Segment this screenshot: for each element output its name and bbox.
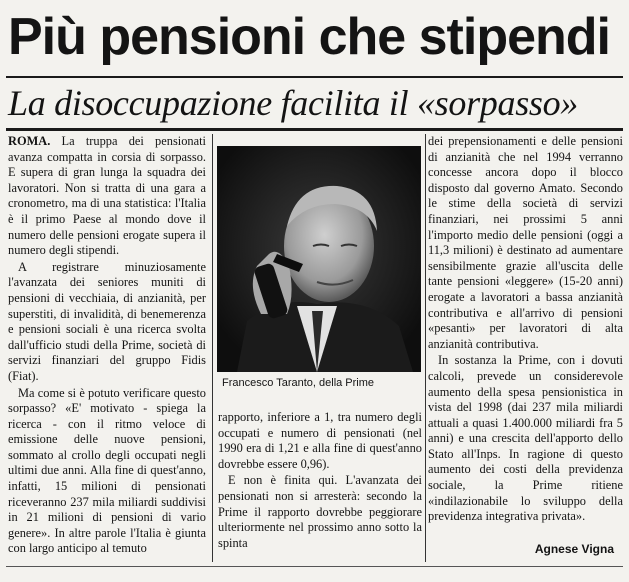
- headline: Più pensioni che stipendi: [8, 8, 610, 66]
- article-paragraph: E non è finita qui. L'avanzata dei pensionati non si arresterà: secondo la Prime il rapporto dovrebbe peggiorare ulteriormente nel prossimo anno sotto la spinta: [218, 473, 422, 550]
- paragraph-text: La truppa dei pensionati avanza compatta in corsia di sorpasso. E supera di gran lunga la squadra dei lavoratori. Non si tratta di una gara a cronometro, ma di una statistica: l'Italia è il primo Paese al mondo dove il numero delle pensioni erogate supera il numero degli stipendi.: [8, 134, 206, 258]
- portrait-photo: [217, 146, 421, 372]
- subheadline-rule: [6, 128, 623, 131]
- photo-caption: Francesco Taranto, della Prime: [222, 377, 375, 389]
- column-divider: [212, 134, 213, 562]
- bottom-rule: [6, 566, 623, 567]
- article-column-1: [8, 134, 206, 562]
- article-paragraph: rapporto, inferiore a 1, tra numero degli occupati e numero di pensionati (nel 1990 era di 1,21 e alla fine di quest'anno dovrebbe essere 0,96).: [218, 410, 422, 471]
- column-divider: [425, 134, 426, 562]
- article-paragraph: In sostanza la Prime, con i dovuti calcoli, prevede un considerevole aumento della spesa pensionistica in vista del 1998 (dai 237 mila miliardi attuali a quasi 1.400.000 miliardi fra 5 anni) e una crescita dell'apporto dello Stato all'Inps. In ragione di questo aumento dei costi della previdenza sociale, la Prime ritiene «indilazionabile lo sviluppo della previdenza integrativa privata».: [428, 353, 623, 524]
- article-column-2: [218, 410, 422, 560]
- article-paragraph: dei prepensionamenti e delle pensioni di anzianità che nel 1994 verranno concesse ancora dopo il blocco disposto dal governo Amato. Secondo le stime della società di servizi finanziari, nei prossimi 5 anni l'importo medio delle pensioni (oggi a 11,3 milioni) è destinato ad aumentare sensibilmente grazie all'uscita delle tante pensioni «leggere» (15-20 anni) erogate a lavoratori a bassa anzianità contributiva e all'arrivo di pensioni «pesanti» per lavoratori di alta anzianità contributiva.: [428, 134, 623, 351]
- article-paragraph: A registrare minuziosamente l'avanzata dei seniores muniti di pensioni di vecchiaia, di anzianità, per superstiti, di invalidità, di benemerenza e pensioni sociali è una ricerca svolta dall'ufficio studi della Prime, società di servizi finanziari del gruppo Fidis (Fiat).: [8, 259, 206, 383]
- author-byline: Agnese Vigna: [534, 542, 614, 556]
- dateline: ROMA.: [8, 134, 51, 148]
- subheadline: La disoccupazione facilita il «sorpasso»: [8, 83, 579, 123]
- article-paragraph: Ma come si è potuto verificare questo sorpasso? «E' motivato - spiega la ricerca - con il ritmo veloce di emissione delle nuove pensioni, sommato al crollo degli occupati negli ultimi due anni. Alla fine di quest'anno, infatti, 15 milioni di pensionati riceveranno 237 mila miliardi suddivisi in 21 milioni di pensioni di vario genere». In altre parole l'Italia è giunta con largo anticipo al temuto: [8, 385, 206, 556]
- article-column-3: [428, 134, 623, 534]
- portrait-image: [217, 146, 421, 372]
- headline-rule: [6, 76, 623, 78]
- article-paragraph: [8, 134, 206, 259]
